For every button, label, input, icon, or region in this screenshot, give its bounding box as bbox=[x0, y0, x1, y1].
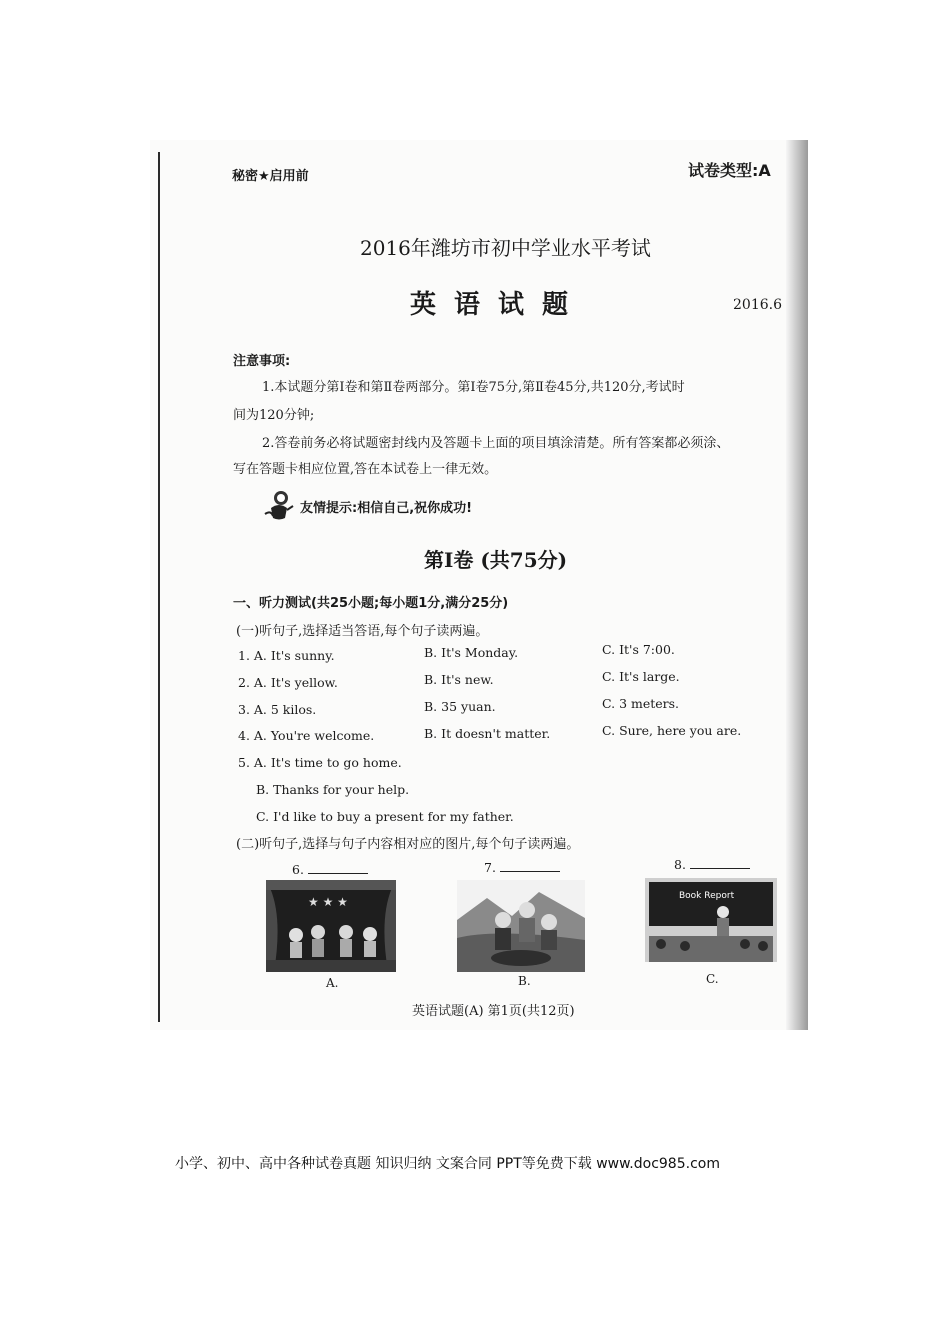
question-1-option-c: C. It's 7:00. bbox=[602, 642, 675, 657]
notice-item-1-line-1: 1.本试题分第Ⅰ卷和第Ⅱ卷两部分。第Ⅰ卷75分,第Ⅱ卷45分,共120分,考试时 bbox=[262, 380, 685, 395]
subpart-2-instruction: (二)听句子,选择与句子内容相对应的图片,每个句子读两遍。 bbox=[236, 837, 580, 852]
picture-8-label bbox=[674, 857, 750, 872]
question-2-option-a: 2. A. It's yellow. bbox=[238, 675, 338, 690]
page-edge-shadow bbox=[786, 140, 808, 1030]
confidential-label: 秘密★启用前 bbox=[232, 169, 309, 184]
picture-6-number: 6. bbox=[292, 862, 304, 877]
section-heading: 第Ⅰ卷 (共75分) bbox=[424, 548, 568, 572]
notice-item-2-line-1: 2.答卷前务必将试题密封线内及答题卡上面的项目填涂清楚。所有答案都必须涂、 bbox=[262, 436, 730, 451]
question-4-option-b: B. It doesn't matter. bbox=[424, 726, 551, 741]
answer-blank bbox=[500, 870, 560, 872]
board-text: Book Report bbox=[679, 891, 735, 901]
question-4-option-c: C. Sure, here you are. bbox=[602, 723, 742, 738]
question-5-option-b: B. Thanks for your help. bbox=[256, 782, 410, 797]
question-2-option-c: C. It's large. bbox=[602, 669, 680, 684]
picture-classroom bbox=[645, 878, 777, 962]
answer-blank bbox=[308, 872, 368, 874]
question-3-option-c: C. 3 meters. bbox=[602, 696, 680, 711]
picture-6-label bbox=[292, 862, 368, 877]
svg-text:★ ★ ★: ★ ★ ★ bbox=[308, 895, 348, 909]
paper-type: 试卷类型:A bbox=[688, 161, 771, 180]
picture-8-number: 8. bbox=[674, 857, 686, 872]
question-3-option-a: 3. A. 5 kilos. bbox=[238, 702, 317, 717]
part-heading: 一、听力测试(共25小题;每小题1分,满分25分) bbox=[233, 596, 509, 611]
picture-a-caption: A. bbox=[326, 976, 339, 990]
download-notice: 小学、初中、高中各种试卷真题 知识归纳 文案合同 PPT等免费下载 www.doc985.com bbox=[175, 1156, 720, 1172]
question-4-option-a: 4. A. You're welcome. bbox=[238, 728, 375, 743]
notice-item-1-line-2: 间为120分钟; bbox=[233, 408, 315, 423]
question-5-option-a: 5. A. It's time to go home. bbox=[238, 755, 402, 770]
answer-blank bbox=[690, 867, 750, 869]
subject-title: 英语试题 bbox=[410, 290, 587, 320]
picture-b-caption: B. bbox=[518, 974, 531, 988]
mascot-icon bbox=[263, 488, 295, 522]
exam-title: 2016年潍坊市初中学业水平考试 bbox=[360, 236, 651, 260]
picture-outdoor-scene bbox=[457, 880, 585, 972]
binding-line bbox=[158, 152, 160, 1022]
picture-stage-performance bbox=[266, 880, 396, 972]
notice-item-2-line-2: 写在答题卡相应位置,答在本试卷上一律无效。 bbox=[233, 462, 498, 477]
question-5-option-c: C. I'd like to buy a present for my father. bbox=[256, 809, 514, 824]
subpart-1-instruction: (一)听句子,选择适当答语,每个句子读两遍。 bbox=[236, 624, 489, 639]
picture-7-number: 7. bbox=[484, 860, 496, 875]
page-footer: 英语试题(A) 第1页(共12页) bbox=[412, 1004, 575, 1019]
picture-7-label bbox=[484, 860, 560, 875]
tip-text: 友情提示:相信自己,祝你成功! bbox=[300, 501, 473, 516]
notice-heading: 注意事项: bbox=[233, 354, 291, 369]
exam-date: 2016.6 bbox=[733, 297, 782, 313]
question-3-option-b: B. 35 yuan. bbox=[424, 699, 496, 714]
question-1-option-b: B. It's Monday. bbox=[424, 645, 519, 660]
picture-c-caption: C. bbox=[706, 972, 719, 986]
question-1-option-a: 1. A. It's sunny. bbox=[238, 648, 335, 663]
question-2-option-b: B. It's new. bbox=[424, 672, 494, 687]
